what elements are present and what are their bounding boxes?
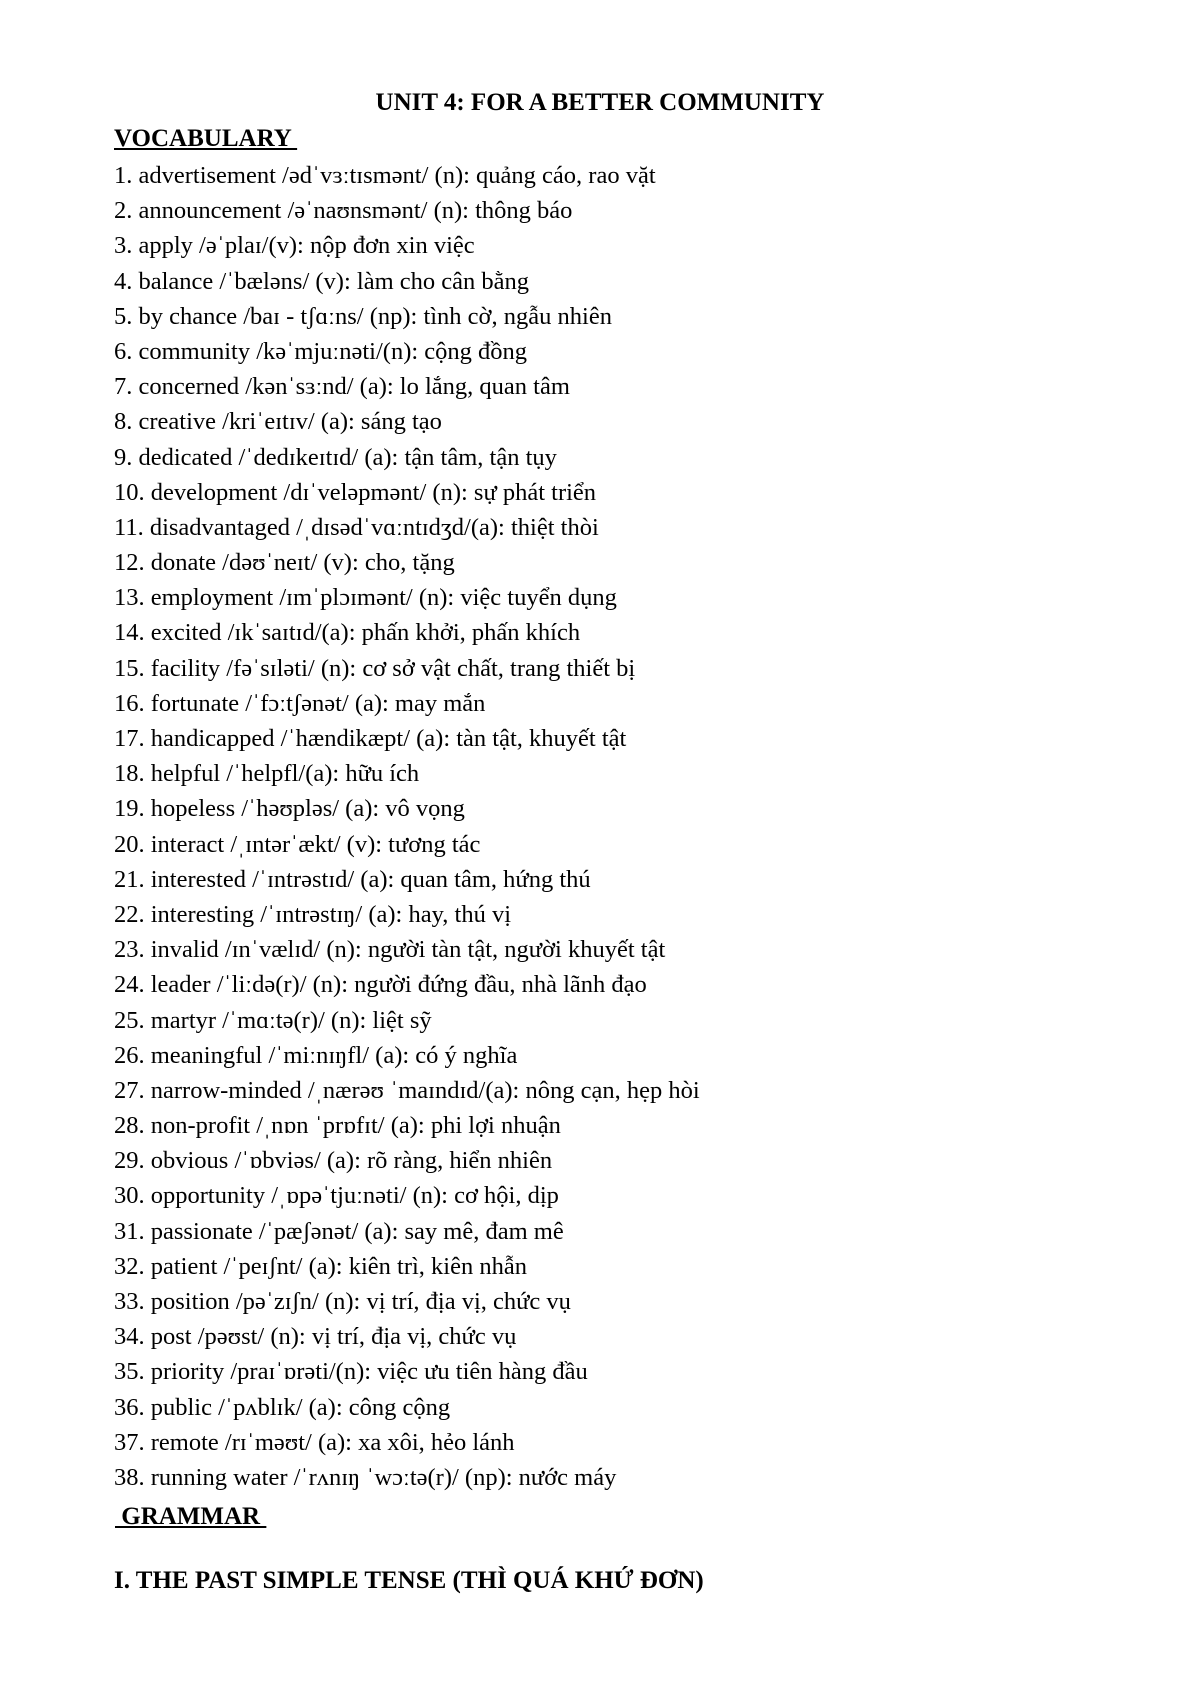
vocabulary-item: 16. fortunate /ˈfɔːtʃənət/ (a): may mắn	[114, 689, 486, 717]
vocabulary-item: 10. development /dɪˈveləpmənt/ (n): sự phát triển	[114, 478, 597, 506]
vocabulary-item: 5. by chance /baɪ - tʃɑːns/ (np): tình cờ, ngẫu nhiên	[114, 302, 612, 330]
vocabulary-item: 15. facility /fəˈsɪləti/ (n): cơ sở vật chất, trang thiết bị	[114, 654, 636, 682]
vocabulary-item: 33. position /pəˈzɪʃn/ (n): vị trí, địa vị, chức vụ	[114, 1288, 571, 1315]
unit-title: UNIT 4: FOR A BETTER COMMUNITY	[375, 89, 825, 116]
vocabulary-item: 28. non-profit /ˌnɒn ˈprɒfɪt/ (a): phi lợi nhuận	[114, 1112, 561, 1140]
vocabulary-item: 27. narrow-minded /ˌnærəʊ ˈmaɪndɪd/(a): nông cạn, hẹp hòi	[114, 1076, 700, 1104]
vocabulary-item: 9. dedicated /ˈdedɪkeɪtɪd/ (a): tận tâm, tận tụy	[114, 443, 557, 471]
vocabulary-item: 19. hopeless /ˈhəʊpləs/ (a): vô vọng	[114, 795, 465, 823]
vocabulary-item: 25. martyr /ˈmɑːtə(r)/ (n): liệt sỹ	[114, 1006, 432, 1034]
vocabulary-item: 3. apply /əˈplaɪ/(v): nộp đơn xin việc	[114, 232, 475, 260]
vocabulary-item: 17. handicapped /ˈhændikæpt/ (a): tàn tật, khuyết tật	[114, 725, 627, 752]
vocabulary-item: 8. creative /kriˈeɪtɪv/ (a): sáng tạo	[114, 408, 442, 436]
vocabulary-item: 37. remote /rɪˈməʊt/ (a): xa xôi, hẻo lánh	[114, 1428, 515, 1456]
vocabulary-item: 31. passionate /ˈpæʃənət/ (a): say mê, đam mê	[114, 1217, 564, 1245]
vocabulary-item: 22. interesting /ˈɪntrəstɪŋ/ (a): hay, thú vị	[114, 900, 512, 928]
vocabulary-item: 34. post /pəʊst/ (n): vị trí, địa vị, chức vụ	[114, 1323, 517, 1351]
vocabulary-item: 12. donate /dəʊˈneɪt/ (v): cho, tặng	[114, 549, 455, 577]
vocabulary-item: 20. interact /ˌɪntərˈækt/ (v): tương tác	[114, 830, 481, 858]
vocabulary-item: 38. running water /ˈrʌnɪŋ ˈwɔːtə(r)/ (np): nước máy	[114, 1463, 617, 1491]
grammar-heading: GRAMMAR	[115, 1503, 267, 1530]
vocabulary-heading: VOCABULARY	[114, 125, 298, 152]
vocabulary-item: 21. interested /ˈɪntrəstɪd/ (a): quan tâm, hứng thú	[114, 865, 591, 893]
vocabulary-item: 11. disadvantaged /ˌdɪsədˈvɑːntɪdʒd/(a): thiệt thòi	[114, 513, 599, 541]
vocabulary-item: 30. opportunity /ˌɒpəˈtjuːnəti/ (n): cơ hội, dịp	[114, 1182, 559, 1210]
vocabulary-item: 35. priority /praɪˈɒrəti/(n): việc ưu tiên hàng đầu	[114, 1358, 588, 1386]
vocabulary-item: 4. balance /ˈbæləns/ (v): làm cho cân bằng	[114, 267, 529, 295]
vocabulary-item: 36. public /ˈpʌblɪk/ (a): công cộng	[114, 1393, 451, 1421]
vocabulary-item: 13. employment /ɪmˈplɔɪmənt/ (n): việc tuyển dụng	[114, 584, 617, 612]
vocabulary-item: 29. obvious /ˈɒbviəs/ (a): rõ ràng, hiển nhiên	[114, 1147, 553, 1175]
vocabulary-item: 7. concerned /kənˈsɜːnd/ (a): lo lắng, quan tâm	[114, 373, 570, 401]
vocabulary-item: 1. advertisement /ədˈvɜːtɪsmənt/ (n): quảng cáo, rao vặt	[114, 162, 656, 189]
vocabulary-item: 23. invalid /ɪnˈvælɪd/ (n): người tàn tật, người khuyết tật	[114, 936, 666, 964]
vocabulary-item: 14. excited /ɪkˈsaɪtɪd/(a): phấn khởi, phấn khích	[114, 619, 581, 647]
vocabulary-item: 24. leader /ˈliːdə(r)/ (n): người đứng đầu, nhà lãnh đạo	[114, 971, 647, 999]
vocabulary-item: 18. helpful /ˈhelpfl/(a): hữu ích	[114, 760, 420, 788]
vocabulary-item: 6. community /kəˈmjuːnəti/(n): cộng đồng	[114, 337, 528, 365]
vocabulary-item: 26. meaningful /ˈmiːnɪŋfl/ (a): có ý nghĩa	[114, 1041, 518, 1069]
grammar-subheading: I. THE PAST SIMPLE TENSE (THÌ QUÁ KHỨ ĐƠN)	[114, 1567, 704, 1594]
vocabulary-list	[114, 158, 700, 1495]
vocabulary-item: 2. announcement /əˈnaʊnsmənt/ (n): thông báo	[114, 197, 573, 225]
vocabulary-item: 32. patient /ˈpeɪʃnt/ (a): kiên trì, kiên nhẫn	[114, 1252, 527, 1280]
